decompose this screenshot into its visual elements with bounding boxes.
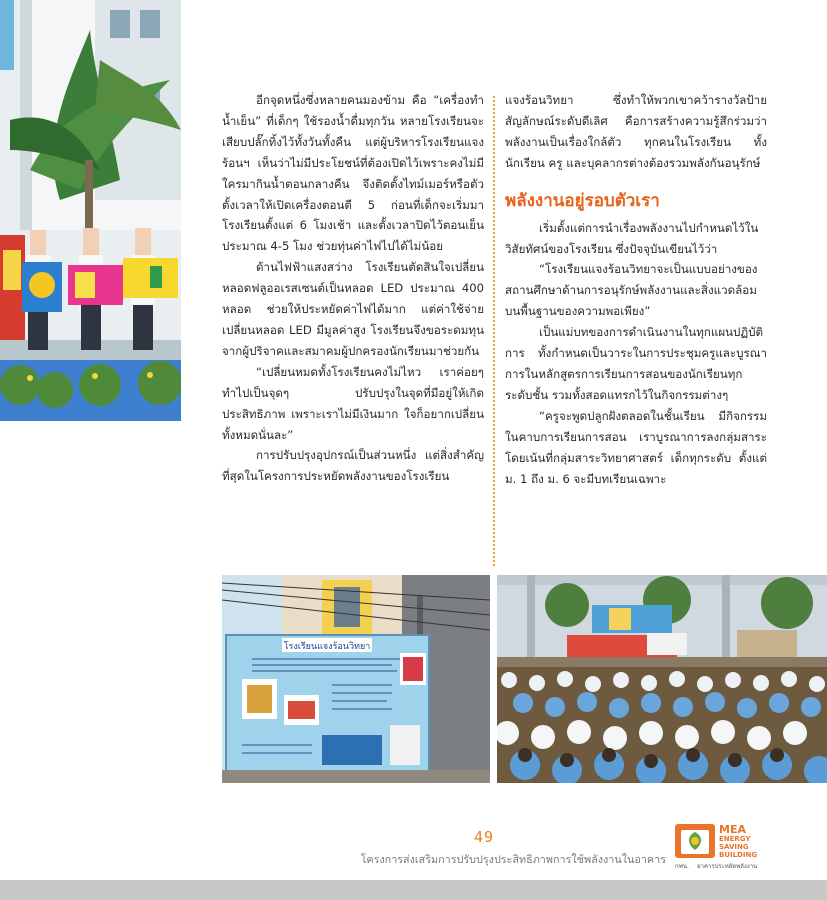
paragraph: แจงร้อนวิทยา ซึ่งทำให้พวกเขาคว้ารางวัลป้ายสัญลักษณ์ระดับดีเลิศ คือการสร้างความรู้สึกร่วมว่าพลังงานเป็นเรื่องใกล้ตัว ทุกคนในโรงเรียน ทั้งนักเรียน ครู และบุคลากรต่างต้องรวมพลังกันอนุรักษ์ <box>505 93 767 170</box>
logo-line-2: ENERGY <box>719 835 751 843</box>
section-heading: พลังงานอยู่รอบตัวเรา <box>505 190 660 211</box>
mea-energy-saving-building-logo <box>675 822 770 870</box>
footer-caption: โครงการส่งเสริมการปรับปรุงประสิทธิภาพการใช้พลังงานในอาคาร <box>360 853 666 866</box>
paragraph: “ครูจะพูดปลูกฝังตลอดในชั้นเรียน มีกิจกรรมในคาบการเรียนการสอน เราบูรณาการลงกลุ่มสาระ โดยเน้นที่กลุ่มสาระวิทยาศาสตร์ เด็กทุกระดับ ตั้งแต่ ม. 1 ถึง ม. 6 จะมีบทเรียนเฉพาะ <box>505 408 767 486</box>
logo-line-1: MEA <box>719 823 746 836</box>
logo-sub-left: กฟน. <box>675 863 689 870</box>
page-bottom-bar <box>0 880 827 900</box>
paragraph: เริ่มตั้งแต่การนำเรื่องพลังงานไปกำหนดไว้ในวิสัยทัศน์ของโรงเรียน ซึ่งปัจจุบันเขียนไว้ว่า <box>505 220 759 256</box>
paragraph: ด้านไฟฟ้าแสงสว่าง โรงเรียนตัดสินใจเปลี่ยนหลอดฟลูออเรสเซนต์เป็นหลอด LED ประมาณ 400 หลอด ช่วยให้ประหยัดค่าไฟได้มาก แต่ค่าใช้จ่ายเปลี่ยนหลอด LED มีมูลค่าสูง โรงเรียนจึงขอระดมทุนจากผู้ปริจาคและสมาคมผู้ปกครองนักเรียนมาช่วยกัน <box>222 260 484 358</box>
photo-student-assembly <box>497 575 827 783</box>
left-text-column <box>222 90 484 487</box>
logo-line-3: SAVING <box>719 843 749 851</box>
banner-title: โรงเรียนแจงร้อนวิทยา <box>283 642 371 652</box>
paragraph: “เปลี่ยนหมดทั้งโรงเรียนคงไม่ไหว เราค่อยๆ ทำไปเป็นจุดๆ ปรับปรุงในจุดที่มีอยู่ให้เกิดประสิทธิภาพ เพราะเราไม่มีเงินมาก ใจก็อยากเปลี่ยนทั้งหมดนั่นละ” <box>222 364 484 442</box>
logo-line-4: BUILDING <box>719 851 758 859</box>
photo-students-stage <box>0 0 181 421</box>
paragraph: เป็นแม่บทของการดำเนินงานในทุกแผนปฏิบัติการ ทั้งกำหนดเป็นวาระในการประชุมครูและบูรณาการในหลักสูตรการเรียนการสอนของนักเรียนทุกระดับชั้น รวมทั้งสอดแทรกไว้ในกิจกรรมต่างๆ <box>505 325 767 402</box>
page-number: 49 <box>474 828 495 846</box>
paragraph: การปรับปรุงอุปกรณ์เป็นส่วนหนึ่ง แต่สิ่งสำคัญที่สุดในโครงการประหยัดพลังงานของโรงเรียน <box>222 448 484 484</box>
logo-sub-right: อาคารประหยัดพลังงาน <box>697 863 758 870</box>
paragraph: “โรงเรียนแจงร้อนวิทยาจะเป็นแบบอย่างของสถานศึกษาด้านการอนุรักษ์พลังงานและสิ่งแวดล้อมบนพื้นฐานของความพอเพียง” <box>505 262 758 319</box>
right-text-column <box>505 90 767 489</box>
column-divider <box>493 96 495 566</box>
photo-school-banner <box>222 575 490 783</box>
paragraph: อีกจุดหนึ่งซึ่งหลายคนมองข้าม คือ “เครื่องทำน้ำเย็น” ที่เด็กๆ ใช้รองน้ำดื่มทุกวัน หลายโรงเรียนจะเสียบปลั๊กทิ้งไว้ทั้งวันทั้งคืน แต่ผู้บริหารโรงเรียนแจงร้อนฯ เห็นว่าไม่มีประโยชน์ที่ต้องเปิดไว้เพราะคงไม่มีใครมากินน้ำตอนกลางคืน จึงติดตั้งไทม์เมอร์หรือตัวตั้งเวลาให้เปิดเครื่องตอนตี 5 ก่อนที่เด็กจะเริ่มมาโรงเรียนตั้งแต่ 6 โมงเช้า และตั้งเวลาปิดไว้ตอนเย็นประมาณ 4-5 โมง ช่วยทุ่นค่าไฟไปได้ไม่น้อย <box>222 93 484 254</box>
